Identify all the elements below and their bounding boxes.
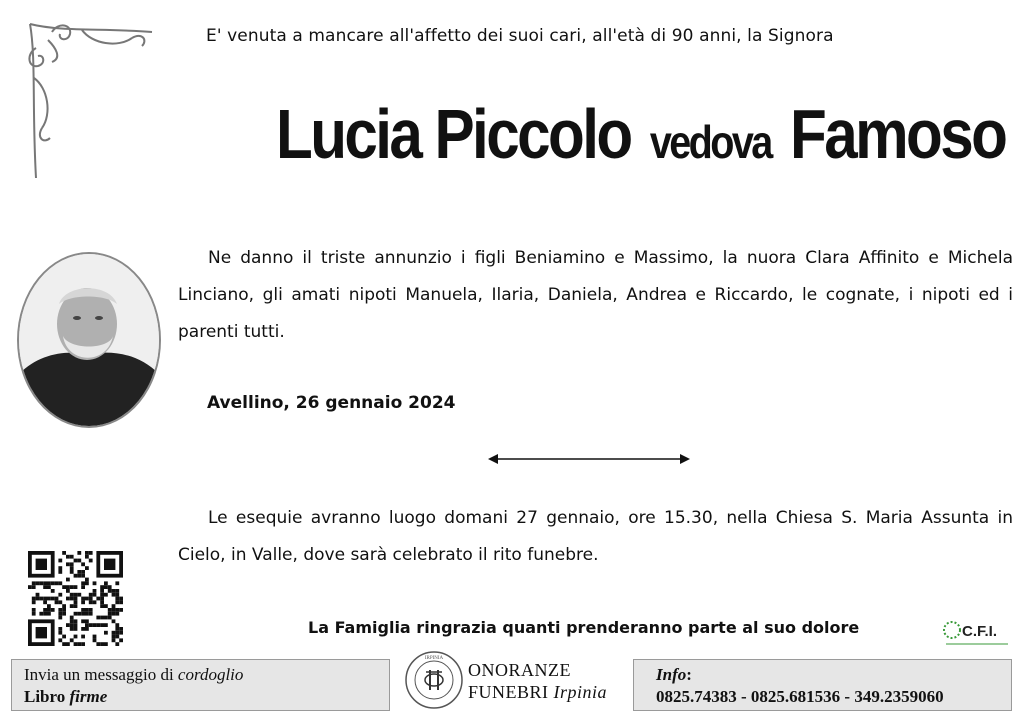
info-label: Info [656, 665, 687, 684]
intro-text: E' venuta a mancare all'affetto dei suoi cari, all'età di 90 anni, la Signora [206, 26, 834, 46]
deceased-name [276, 94, 1005, 174]
condolence-message-link[interactable]: Invia un messaggio di cordoglio [24, 665, 244, 684]
condolence-box[interactable] [11, 659, 390, 711]
guestbook-link[interactable]: Libro firme [24, 687, 108, 706]
funeral-paragraph: Le esequie avranno luogo domani 27 gennaio, ore 15.30, nella Chiesa S. Maria Assunta in Cielo, in Valle, dove sarà celebrato il rito funebre. [178, 508, 1013, 565]
qr-code-icon[interactable] [28, 551, 123, 646]
info-box: Info: 0825.74383 - 0825.681536 - 349.2359060 [633, 659, 1012, 711]
announcement-paragraph: Ne danno il triste annunzio i figli Beniamino e Massimo, la nuora Clara Affinito e Michela Linciano, gli amati nipoti Manuela, Ilaria, Daniela, Andrea e Riccardo, le cognate, i nipoti ed i parenti tutti. [178, 248, 1013, 342]
svg-text:IRPINIA: IRPINIA [424, 656, 444, 661]
thanks-text: La Famiglia ringrazia quanti prenderanno parte al suo dolore [308, 618, 860, 637]
separator-arrow-icon [488, 452, 690, 466]
name-middle: vedova [649, 116, 771, 168]
place-date: Avellino, 26 gennaio 2024 [207, 393, 456, 413]
phone-numbers[interactable]: 0825.74383 - 0825.681536 - 349.2359060 [656, 687, 944, 706]
cfi-logo [942, 618, 1012, 651]
name-first: Lucia Piccolo [276, 95, 631, 173]
portrait-photo [17, 252, 161, 428]
name-last: Famoso [790, 95, 1006, 173]
funeral-home-logo-icon [404, 650, 464, 710]
funeral-home-name: ONORANZE FUNEBRI Irpinia [468, 660, 608, 702]
corner-ornament-icon [22, 18, 162, 188]
cfi-text: C.F.I. [962, 623, 998, 640]
